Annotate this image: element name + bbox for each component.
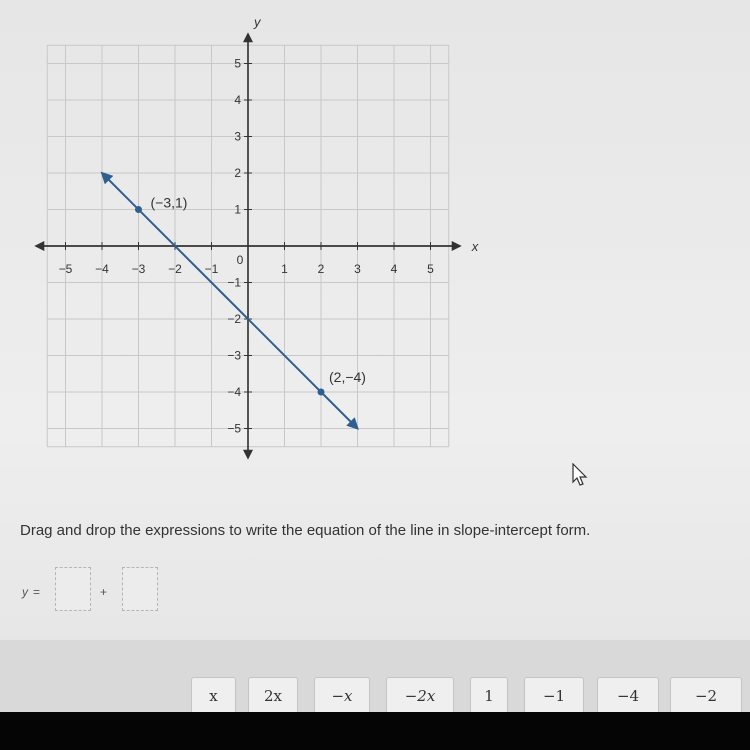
y-axis-label: y bbox=[254, 14, 261, 30]
x-tick-label: −2 bbox=[168, 262, 182, 276]
tile-neg-2[interactable]: −2 bbox=[670, 677, 742, 715]
x-tick-label: 5 bbox=[427, 262, 434, 276]
axes bbox=[36, 14, 478, 457]
expression-tray bbox=[0, 640, 750, 712]
y-tick-label: −5 bbox=[227, 421, 241, 436]
equation-equals: = bbox=[33, 585, 41, 599]
x-tick-label: 2 bbox=[317, 262, 325, 276]
y-tick-label: 1 bbox=[234, 202, 241, 217]
x-tick-label: 0 bbox=[236, 253, 244, 267]
x-tick-label: −4 bbox=[95, 262, 109, 276]
y-tick-label: 5 bbox=[234, 56, 241, 71]
x-tick-label: −5 bbox=[58, 262, 73, 276]
equation-y: y bbox=[22, 585, 28, 599]
tile-neg-1[interactable]: −1 bbox=[524, 677, 584, 715]
x-tick-label: 1 bbox=[281, 262, 288, 276]
line-segment-lower bbox=[230, 301, 358, 429]
point-marker bbox=[135, 206, 142, 213]
point-marker bbox=[318, 389, 325, 396]
point-label: (−3,1) bbox=[150, 194, 188, 211]
x-tick-label: 4 bbox=[390, 262, 398, 276]
monitor-bezel bbox=[0, 712, 750, 750]
x-tick-label: −1 bbox=[204, 262, 219, 276]
y-tick-label: −4 bbox=[227, 385, 241, 399]
plotted-points bbox=[135, 195, 366, 396]
y-tick-label: −3 bbox=[227, 348, 241, 363]
x-axis-label: x bbox=[471, 239, 479, 254]
line-segment-upper bbox=[102, 173, 230, 301]
y-tick-label: −2 bbox=[227, 312, 241, 326]
tile-neg-2x[interactable]: −2x bbox=[386, 677, 454, 715]
tile-1[interactable]: 1 bbox=[470, 677, 508, 715]
y-tick-label: 2 bbox=[234, 166, 241, 180]
tile-2x[interactable]: 2x bbox=[248, 677, 298, 715]
equation-area bbox=[22, 565, 222, 615]
point-label: (2,−4) bbox=[329, 369, 366, 385]
tile-neg-x[interactable]: −x bbox=[314, 677, 370, 715]
y-tick-label: −1 bbox=[227, 275, 241, 290]
equation-plus: + bbox=[100, 585, 108, 599]
instruction-text: Drag and drop the expressions to write the equation of the line in slope-intercept form. bbox=[20, 522, 591, 539]
y-tick-label: 3 bbox=[234, 129, 241, 144]
tile-x[interactable]: x bbox=[191, 677, 236, 715]
x-tick-label: 3 bbox=[354, 262, 361, 276]
drop-box-slope[interactable] bbox=[55, 567, 91, 611]
mouse-cursor-icon bbox=[572, 463, 590, 487]
tile-neg-4[interactable]: −4 bbox=[597, 677, 659, 715]
drop-box-intercept[interactable] bbox=[122, 567, 158, 611]
x-tick-label: −3 bbox=[131, 262, 146, 276]
y-tick-label: 4 bbox=[234, 93, 241, 107]
